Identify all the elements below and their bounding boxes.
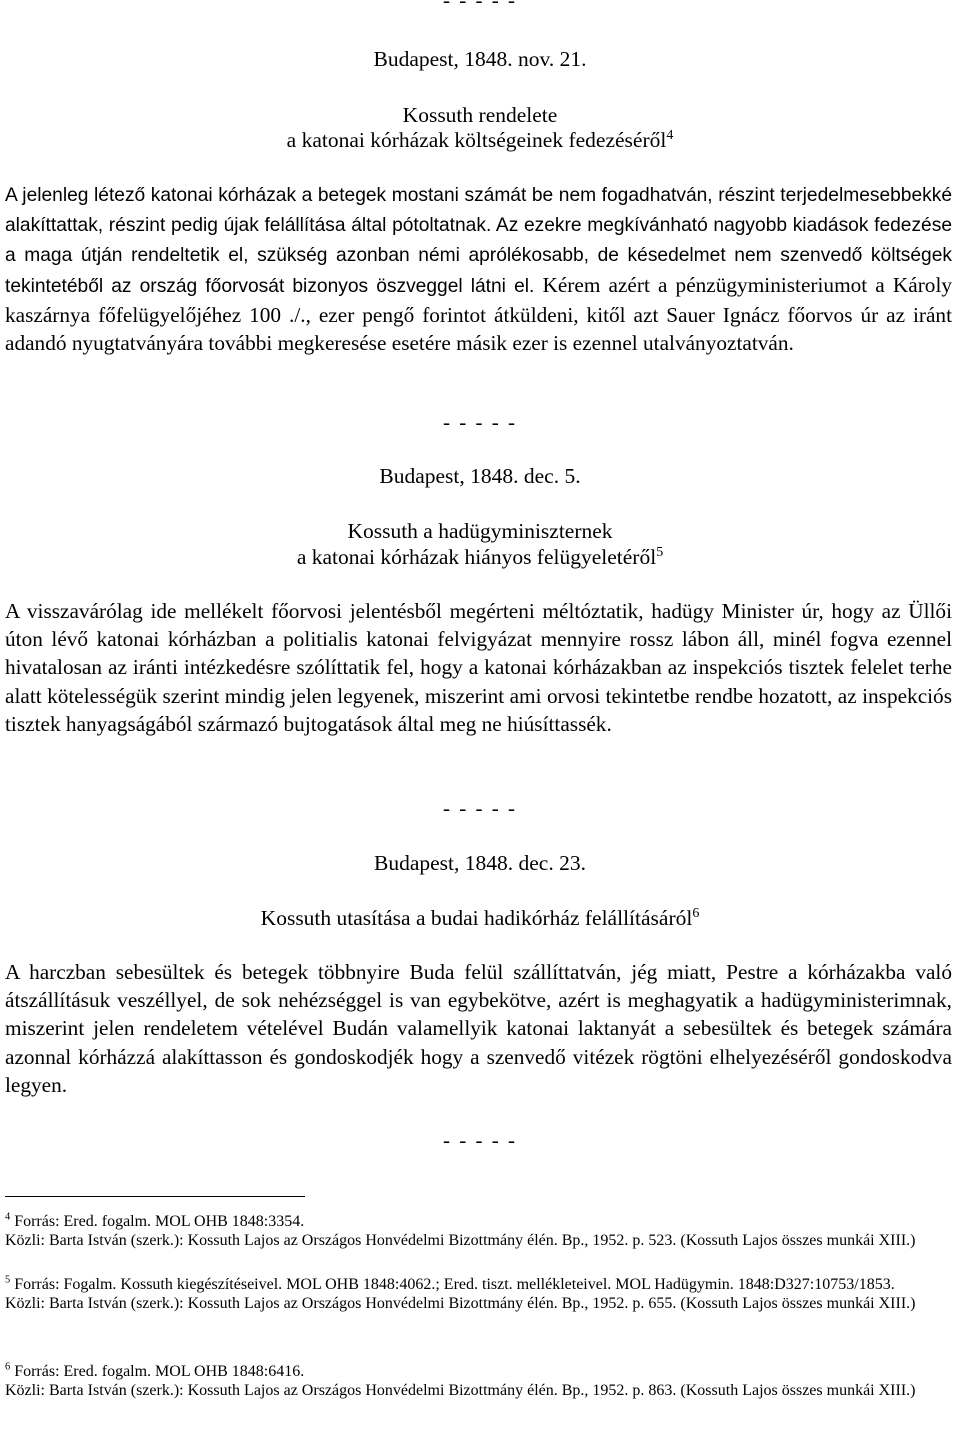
footnote-4: [5, 1212, 957, 1250]
footnote-4-source-text: Forrás: Ered. fogalm. MOL OHB 1848:3354.: [14, 1213, 305, 1230]
doc1-body-part2: Kérem azért a pénzügyministeriumot a Károly kaszárnya főfelügyelőjéhez 100 ./., ezer pengő forintot átküldeni, kitől azt Sauer Ignácz főorvos úr az iránt adandó nyugtatványára további megkeresése esetére másik ezer is ezennel utalványoztatván.: [5, 272, 953, 356]
footnote-rule: [5, 1196, 305, 1197]
doc2-date: Budapest, 1848. dec. 5.: [379, 464, 581, 488]
footnote-5: [5, 1275, 957, 1313]
footnote-5-publication: Közli: Barta István (szerk.): Kossuth Lajos az Országos Honvédelmi Bizottmány élén. Bp., 1952. p. 655. (Kossuth Lajos összes munkái XIII.): [5, 1295, 916, 1312]
footnote-5-number: 5: [5, 1274, 11, 1286]
doc1-title-text: a katonai kórházak költségeinek fedezéséről: [286, 128, 667, 152]
doc3-date: Budapest, 1848. dec. 23.: [374, 851, 586, 875]
doc3-title-text: Kossuth utasítása a budai hadikórház felállításáról: [260, 906, 693, 930]
doc2-footnote-ref: 5: [656, 544, 664, 560]
separator-2: - - - - -: [443, 796, 517, 820]
footnote-4-source: [5, 1212, 957, 1231]
doc3-body: A harczban sebesültek és betegek többnyire Buda felül szállíttatván, jég miatt, Pestre a kórházakba való átszállításuk veszéllyel, de sok nehézséggel is van egybekötve, azért is meghagyatik a hadügyministerimnak, miszerint jelen rendeletem vételével Budán valamellyik katonai laktanyát a sebesültek és betegek számára azonnal kórházzá alakíttasson és gondoskodjék hogy a szenvedő vitézek rögtöni elhelyezéséről gondoskodva legyen.: [5, 960, 952, 1097]
doc1-title-line2: [0, 128, 960, 153]
doc1-body: [5, 180, 952, 357]
footnote-6-publication: Közli: Barta István (szerk.): Kossuth Lajos az Országos Honvédelmi Bizottmány élén. Bp., 1952. p. 863. (Kossuth Lajos összes munkái XIII.): [5, 1382, 916, 1399]
separator-top: - - - - -: [443, 0, 517, 12]
footnote-5-source: [5, 1275, 957, 1294]
doc3-title: [0, 906, 960, 931]
footnote-4-number: 4: [5, 1211, 11, 1223]
doc2-title-line1: Kossuth a hadügyminiszternek: [347, 519, 613, 543]
separator-1: - - - - -: [443, 410, 517, 434]
footnote-6: [5, 1362, 957, 1400]
doc3-footnote-ref: 6: [692, 905, 700, 921]
doc1-title-line1: Kossuth rendelete: [402, 103, 558, 127]
doc1-date: Budapest, 1848. nov. 21.: [373, 47, 587, 71]
footnote-6-source: [5, 1362, 957, 1381]
doc2-body: A visszavárólag ide mellékelt főorvosi jelentésből megérteni méltóztatik, hadügy Minister úr, hogy az Üllői úton lévő katonai kórházban a politialis katonai felvigyázat mennyire rossz lábon áll, minél fogva ezennel hivatalosan az iránti intézkedésre szólíttatik fel, hogy a katonai kórházakban az inspekciós tisztek felelet terhe alatt kötelességük szerint mindig jelen legyenek, miszerint ami orvosi tekintetbe rendbe hozatott, az inspekciós tisztek hanyagságából származó bujtogatások által meg ne hiúsíttassék.: [5, 599, 952, 736]
doc2-title-text: a katonai kórházak hiányos felügyeletéről: [296, 545, 657, 569]
doc1-footnote-ref: 4: [666, 127, 674, 143]
doc2-title-line2: [0, 545, 960, 570]
footnote-5-source-text: Forrás: Fogalm. Kossuth kiegészítéseivel. MOL OHB 1848:4062.; Ered. tiszt. mellékleteivel. MOL Hadügymin. 1848:D327:10753/1853.: [14, 1276, 895, 1293]
footnote-6-number: 6: [5, 1361, 11, 1373]
doc1-body-part1: A jelenleg létező katonai kórházak a betegek mostani számát be nem fogadhatván, részint terjedelmesebbekké alakíttattak, részint pedig újak felállítása által pótoltatnak. Az ezekre megkívánható nagyobb kiadások fedezése a maga útján rendeltetik el, szükség azonban némi aprólékosabb, de késedelmet nem szenvedő költségek tekintetéből az ország főorvosát bizonyos öszveggel látni el.: [5, 185, 952, 297]
footnote-6-source-text: Forrás: Ered. fogalm. MOL OHB 1848:6416.: [14, 1363, 305, 1380]
footnote-4-publication: Közli: Barta István (szerk.): Kossuth Lajos az Országos Honvédelmi Bizottmány élén. Bp., 1952. p. 523. (Kossuth Lajos összes munkái XIII.): [5, 1232, 916, 1249]
separator-3: - - - - -: [443, 1128, 517, 1152]
